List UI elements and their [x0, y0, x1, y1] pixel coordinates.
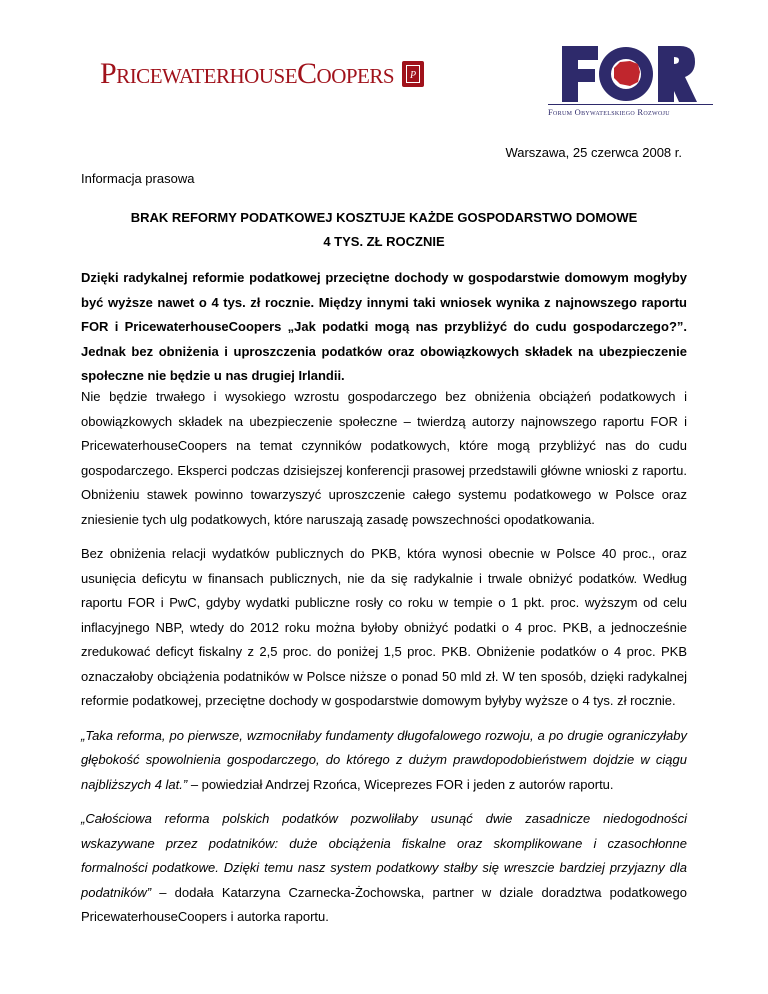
dateline: Warszawa, 25 czerwca 2008 r. [505, 145, 682, 160]
paragraph-3 [81, 724, 687, 798]
attribution-rzonca: – powiedział Andrzej Rzońca, Wiceprezes FOR i jeden z autorów raportu. [187, 776, 614, 792]
headline [81, 206, 687, 254]
body-text [81, 385, 687, 940]
paragraph-2: Bez obniżenia relacji wydatków publicznych do PKB, która wynosi obecnie w Polsce 40 proc., oraz usunięcia deficytu w finansach publicznych, nie da się radykalnie i trwale obniżyć podatków. Według raportu FOR i PwC, gdyby wydatki publiczne rosły co roku w tempie o 1 pkt. proc. wyższym od celu inflacyjnego NBP, wtedy do 2012 roku można byłoby obniżyć podatki o 4 proc. PKB, a jednocześnie zredukować deficyt fiskalny z 2,5 proc. do poniżej 1,5 proc. PKB. Obniżenie podatków o 4 proc. PKB oznaczałoby obciążenia podatników w Polsce niższe o ponad 50 mld zł. W ten sposób, dzięki radykalnej reformie podatkowej, przeciętne dochody w gospodarstwie domowym byłyby wyższe o 4 tys. zł rocznie. [81, 546, 687, 708]
lead-paragraph: Dzięki radykalnej reformie podatkowej przeciętne dochody w gospodarstwie domowym mogłyby być wyższe nawet o 4 tys. zł rocznie. Między innymi taki wniosek wynika z najnowszego raportu FOR i PricewaterhouseCoopers „Jak podatki mogą nas przybliżyć do cudu gospodarczego?”. Jednak bez obniżenia i uproszczenia podatków oraz obowiązkowych składek na ubezpieczenie społeczne nie będzie u nas drugiej Irlandii. [81, 270, 687, 383]
paragraph-1: Nie będzie trwałego i wysokiego wzrostu gospodarczego bez obniżenia obciążeń podatkowych i obowiązkowych składek na ubezpieczenie społeczne – twierdzą autorzy najnowszego raportu FOR i PricewaterhouseCoopers na temat czynników podatkowych, które mogą przybliżyć nas do cudu gospodarczego. Eksperci podczas dzisiejszej konferencji prasowej przedstawili główne wnioski z raportu. Obniżeniu stawek powinno towarzyszyć uproszczenie całego systemu podatkowego w Polsce oraz zniesienie tych ulg podatkowych, które naruszają zasadę powszechności opodatkowania. [81, 389, 687, 527]
headline-line-1: BRAK REFORMY PODATKOWEJ KOSZTUJE KAŻDE GOSPODARSTWO DOMOWE [130, 210, 638, 225]
for-logo [548, 40, 713, 120]
quote-rzonca: „Taka reforma, po pierwsze, wzmocniłaby fundamenty długofalowego rozwoju, a po drugie ograniczyłaby głębokość spowolnienia gospodarczego, do którego z dużym prawdopodobieństwem dojdzie w ciągu najbliższych 4 lat.” [81, 727, 687, 792]
pwc-seal-icon [402, 61, 424, 87]
attribution-czarnecka: – dodała Katarzyna Czarnecka-Żochowska, partner w dziale doradztwa podatkowego PricewaterhouseCoopers i autorka raportu. [81, 884, 687, 924]
pwc-logo [100, 54, 424, 94]
document-type: Informacja prasowa [81, 171, 195, 186]
headline-line-2: 4 TYS. ZŁ ROCZNIE [323, 234, 445, 249]
for-tagline: Forum Obywatelskiego Rozwoju [548, 104, 713, 117]
for-wordmark-icon [558, 42, 698, 106]
paragraph-4 [81, 807, 687, 930]
svg-text:P: P [410, 70, 417, 81]
quote-czarnecka: „Całościowa reforma polskich podatków pozwoliłaby usunąć dwie zasadnicze niedogodności wskazywane przez podatników: duże obciążenia fiskalne oraz skomplikowane i czasochłonne formalności podatkowe. Dzięki temu nasz system podatkowy stałby się wreszcie bardziej przyjazny dla podatników” [81, 811, 687, 900]
pwc-wordmark: PricewaterhouseCoopers [100, 57, 395, 90]
